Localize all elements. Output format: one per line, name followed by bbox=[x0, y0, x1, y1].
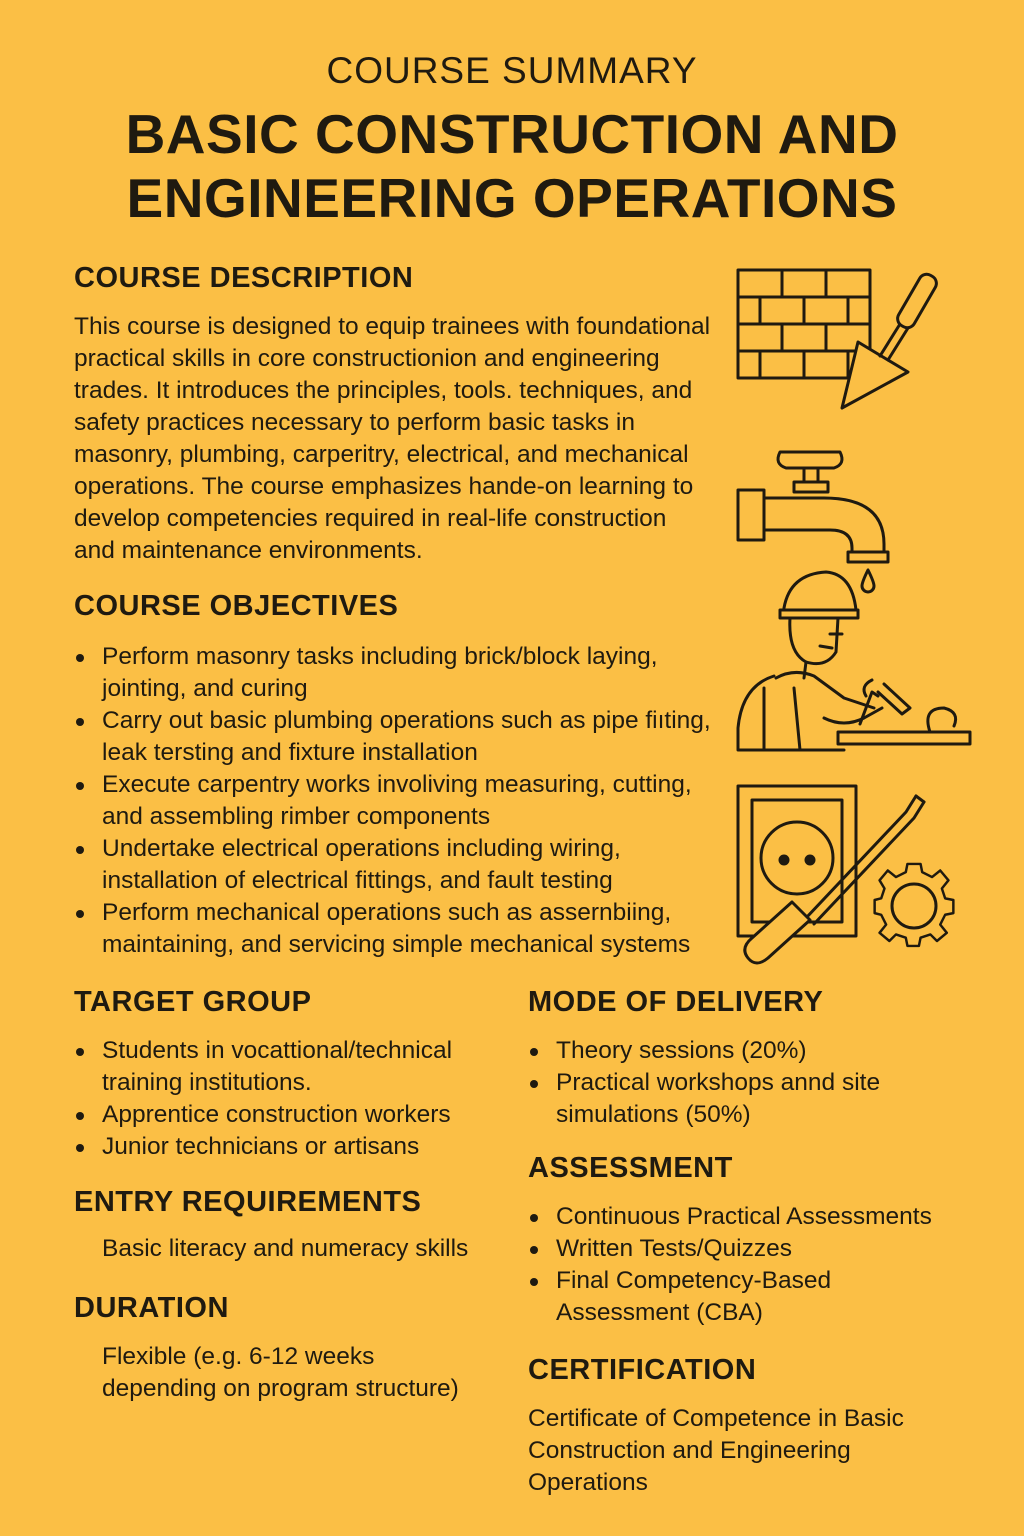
assessment-list bbox=[528, 1201, 968, 1329]
list-item: Junior technicians or artisans bbox=[74, 1131, 504, 1163]
list-item: Perform masonry tasks including brick/block laying, jointing, and curing bbox=[74, 641, 724, 705]
certification-section bbox=[528, 1354, 968, 1499]
duration-text: Flexible (e.g. 6-12 weeks depending on program structure) bbox=[102, 1343, 459, 1402]
list-item: Practical workshops annd site simulations (50%) bbox=[528, 1067, 928, 1131]
mode-of-delivery-section bbox=[528, 986, 968, 1131]
assessment-heading: ASSESSMENT bbox=[528, 1152, 733, 1184]
duration-section bbox=[74, 1292, 494, 1405]
course-objectives-heading: COURSE OBJECTIVES bbox=[74, 590, 399, 622]
mode-of-delivery-heading: MODE OF DELIVERY bbox=[528, 986, 824, 1018]
socket-screwdriver-gear-icon bbox=[734, 782, 964, 972]
target-group-list bbox=[74, 1035, 504, 1163]
target-group-heading: TARGET GROUP bbox=[74, 986, 312, 1018]
list-item: Written Tests/Quizzes bbox=[528, 1233, 968, 1265]
duration-heading: DURATION bbox=[74, 1292, 229, 1324]
course-description-heading: COURSE DESCRIPTION bbox=[74, 262, 414, 294]
target-group-section bbox=[74, 986, 504, 1163]
list-item: Carry out basic plumbing operations such as pipe fiıting, leak tersting and fixture installation bbox=[74, 705, 724, 769]
list-item: Undertake electrical operations including wiring, installation of electrical fittings, and fault testing bbox=[74, 833, 724, 897]
list-item: Theory sessions (20%) bbox=[528, 1035, 928, 1067]
list-item: Continuous Practical Assessments bbox=[528, 1201, 968, 1233]
course-description-section bbox=[74, 262, 714, 567]
assessment-section bbox=[528, 1152, 978, 1329]
mode-of-delivery-list bbox=[528, 1035, 928, 1131]
course-summary-kicker: COURSE SUMMARY bbox=[326, 50, 698, 91]
entry-requirements-text: Basic literacy and numeracy skills bbox=[102, 1235, 469, 1262]
entry-requirements-section bbox=[74, 1186, 504, 1265]
list-item: Execute carpentry works involiving measuring, cutting, and assembling rimber components bbox=[74, 769, 724, 833]
list-item: Perform mechanical operations such as assernbiing, maintaining, and servicing simple mechanical systems bbox=[74, 897, 724, 961]
list-item: Apprentice construction workers bbox=[74, 1099, 504, 1131]
carpenter-worker-icon bbox=[734, 568, 974, 758]
list-item: Students in vocattional/technical training institutions. bbox=[74, 1035, 504, 1099]
certification-heading: CERTIFICATION bbox=[528, 1354, 757, 1386]
course-description-text: This course is designed to equip trainees with foundational practical skills in core constructionion and engineering trades. It introduces the principles, tools. techniques, and safety practices necessary to perform basic tasks in masonry, plumbing, carperitry, electrical, and mechanical operations. The course emphasizes hande-on learning to develop competencies required in real-life construction and maintenance environments. bbox=[74, 313, 711, 564]
course-objectives-section bbox=[74, 590, 724, 961]
certification-text: Certificate of Competence in Basic Construction and Engineering Operations bbox=[528, 1405, 904, 1496]
brick-wall-trowel-icon bbox=[730, 262, 950, 422]
list-item: Final Competency-Based Assessment (CBA) bbox=[528, 1265, 886, 1329]
page-title: BASIC CONSTRUCTION AND ENGINEERING OPERATIONS bbox=[125, 103, 899, 229]
course-objectives-list bbox=[74, 641, 724, 961]
entry-requirements-heading: ENTRY REQUIREMENTS bbox=[74, 1186, 422, 1218]
